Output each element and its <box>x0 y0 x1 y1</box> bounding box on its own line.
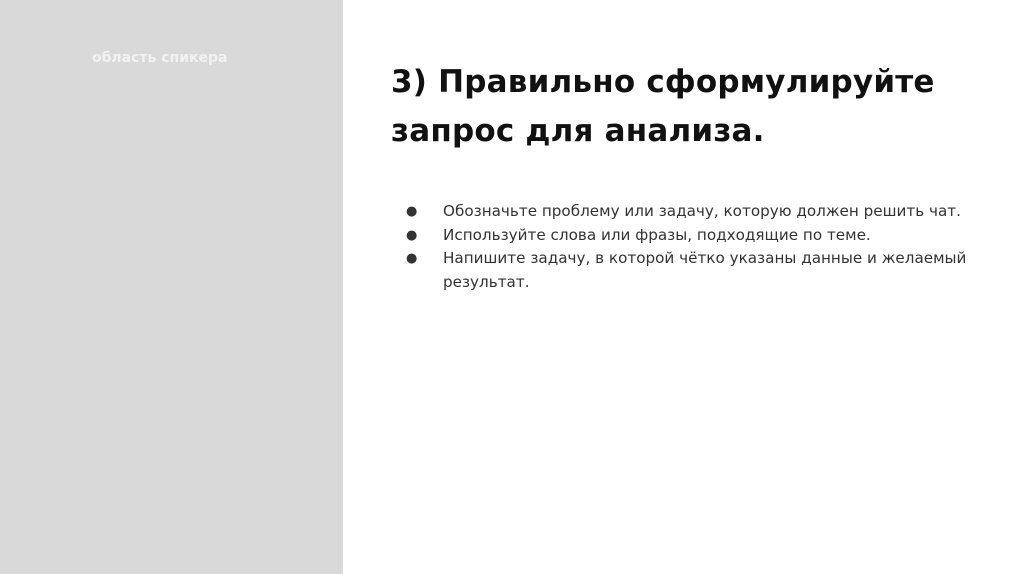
bullet-text: Используйте слова или фразы, подходящие по теме. <box>443 225 871 244</box>
slide-title: 3) Правильно сформулируйте запрос для анализа. <box>391 64 935 149</box>
bullet-list <box>391 200 991 294</box>
speaker-area-label: область спикера <box>92 50 228 66</box>
bullet-text: Обозначьте проблему или задачу, которую должен решить чат. <box>443 202 961 220</box>
bullet-item <box>391 224 991 248</box>
bullet-dot-icon: ● <box>406 227 418 243</box>
bullet-text: Напишите задачу, в которой чётко указаны данные и желаемый результат. <box>443 249 967 291</box>
speaker-area-panel <box>0 0 343 574</box>
bullet-dot-icon: ● <box>406 251 418 266</box>
bullet-dot-icon: ● <box>406 204 418 219</box>
bullet-item <box>391 247 991 294</box>
bullet-item <box>391 200 991 224</box>
